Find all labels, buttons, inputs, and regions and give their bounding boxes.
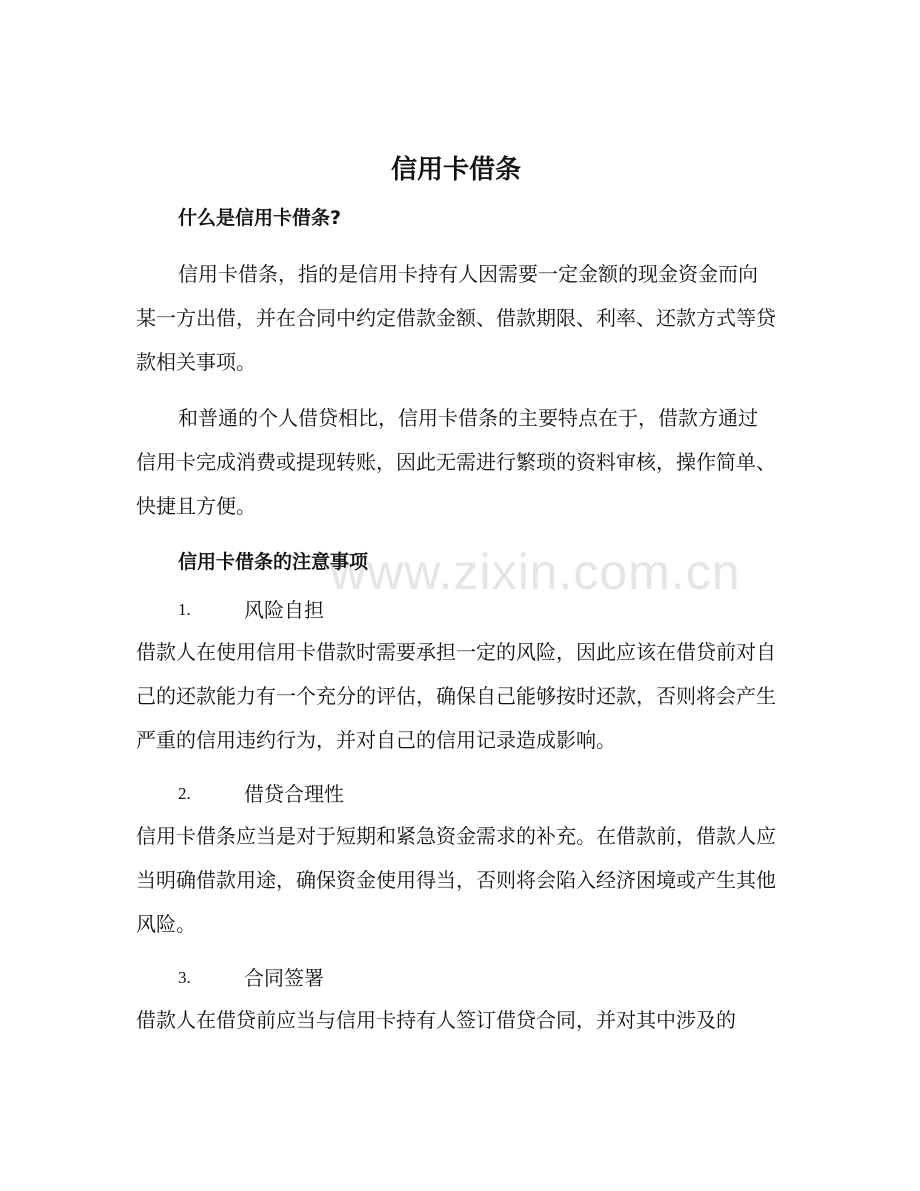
list-item-body-2: 信用卡借条应当是对于短期和紧急资金需求的补充。在借款前，借款人应当明确借款用途，确保资金使用得当，否则将会陷入经济困境或产生其他风险。 <box>136 824 776 936</box>
list-item-body-3: 借款人在借贷前应当与信用卡持有人签订借贷合同，并对其中涉及的 <box>136 1008 736 1032</box>
list-item-title: 借贷合理性 <box>244 782 344 806</box>
list-item-title: 合同签署 <box>244 966 324 990</box>
section-heading-notes: 信用卡借条的注意事项 <box>178 551 369 573</box>
list-item-heading-1 <box>136 590 776 630</box>
list-number: 2. <box>178 784 191 803</box>
list-item-title: 风险自担 <box>244 598 324 622</box>
list-item-body-1: 借款人在使用信用卡借款时需要承担一定的风险，因此应该在借贷前对自己的还款能力有一个充分的评估，确保自己能够按时还款，否则将会产生严重的信用违约行为，并对自己的信用记录造成影响。 <box>136 640 776 752</box>
list-item-heading-3 <box>136 958 776 998</box>
document-title: 信用卡借条 <box>390 155 521 185</box>
paragraph-comparison: 和普通的个人借贷相比，信用卡借条的主要特点在于，借款方通过信用卡完成消费或提现转账，因此无需进行繁琐的资料审核，操作简单、快捷且方便。 <box>136 406 776 518</box>
list-item-heading-2 <box>136 774 776 814</box>
list-number: 1. <box>178 600 191 619</box>
watermark: www.zixin.com.cn <box>330 544 741 600</box>
paragraph-definition: 信用卡借条，指的是信用卡持有人因需要一定金额的现金资金而向某一方出借，并在合同中约定借款金额、借款期限、利率、还款方式等贷款相关事项。 <box>136 262 776 374</box>
list-number: 3. <box>178 968 191 987</box>
section-heading-what-is: 什么是信用卡借条? <box>178 207 342 229</box>
document-content <box>136 150 776 1042</box>
